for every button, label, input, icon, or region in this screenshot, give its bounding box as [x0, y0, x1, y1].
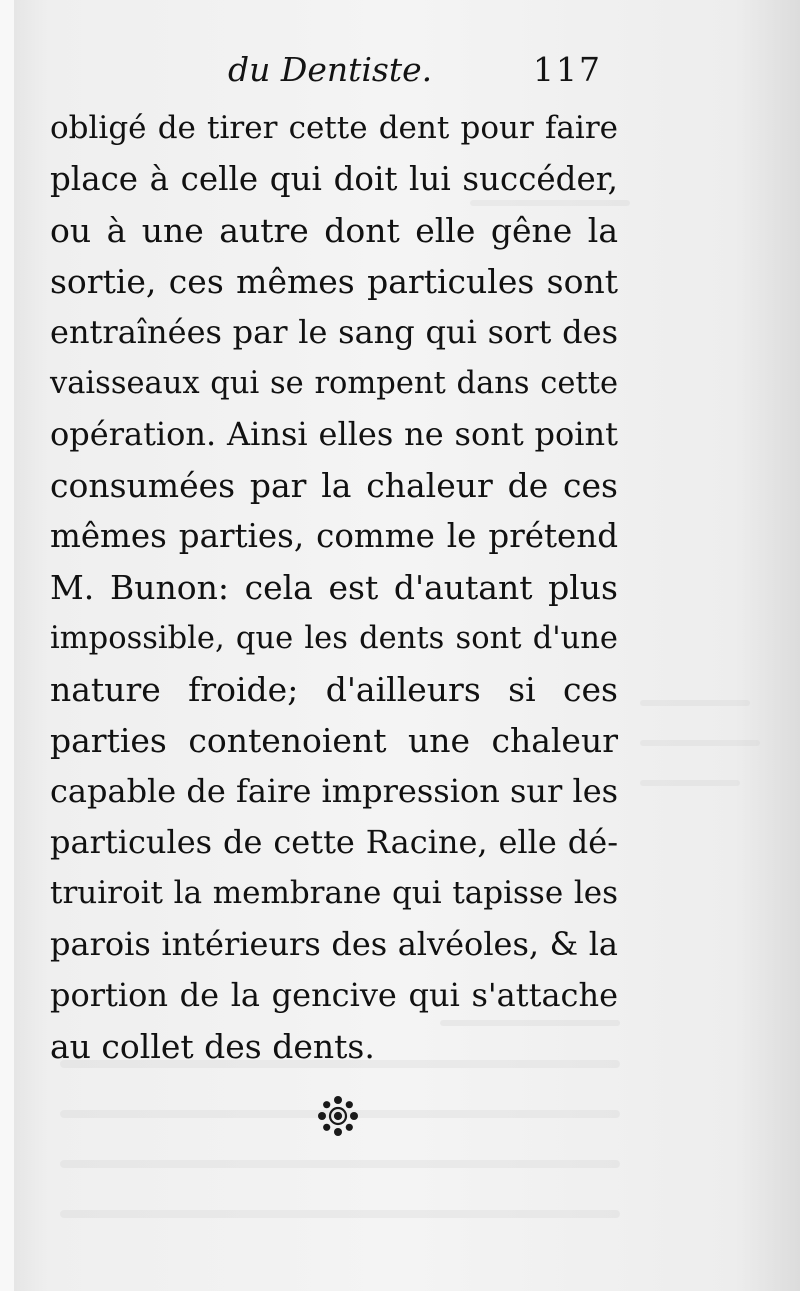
text-line: ou à une autre dont elle gêne la	[50, 211, 618, 250]
text-line: particules de cette Racine, elle dé-	[50, 823, 618, 861]
text-line: vaisseaux qui se rompent dans cette	[50, 366, 618, 401]
text-line: nature froide; d'ailleurs si ces	[50, 670, 618, 709]
text-line: M. Bunon: cela est d'autant plus	[50, 568, 618, 607]
text-line: impossible, que les dents sont d'une	[50, 621, 618, 656]
text-line: opération. Ainsi elles ne sont point	[50, 415, 618, 453]
text-line: parois intérieurs des alvéoles, & la	[50, 925, 618, 963]
text-line: place à celle qui doit lui succéder,	[50, 160, 618, 198]
text-line: mêmes parties, comme le prétend	[50, 517, 618, 555]
page-number: 117	[533, 50, 602, 89]
text-line: entraînées par le sang qui sort des	[50, 313, 618, 351]
page-header	[0, 44, 800, 104]
text-line: consumées par la chaleur de ces	[50, 466, 618, 505]
text-line: obligé de tirer cette dent pour faire	[50, 110, 618, 146]
text-line: portion de la gencive qui s'attache	[50, 976, 618, 1014]
running-head: du Dentiste.	[228, 50, 433, 89]
text-line: sortie, ces mêmes particules sont	[50, 262, 618, 301]
text-line: au collet des dents.	[50, 1027, 375, 1066]
text-line: capable de faire impression sur les	[50, 772, 619, 810]
text-line: truiroit la membrane qui tapisse les	[50, 875, 618, 911]
text-line: parties contenoient une chaleur	[50, 721, 618, 760]
page-gutter	[0, 0, 14, 1291]
fleuron-ornament-icon	[316, 1094, 360, 1138]
body-text	[50, 103, 618, 1072]
